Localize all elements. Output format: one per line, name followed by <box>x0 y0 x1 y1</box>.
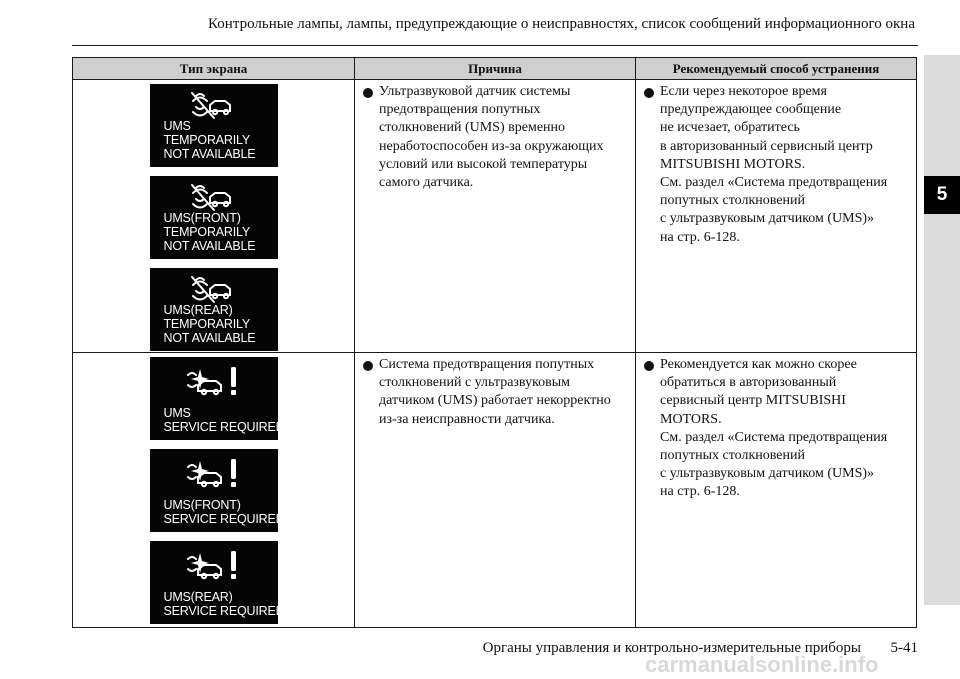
remedy-item <box>636 80 916 247</box>
cause-item <box>355 353 635 429</box>
table-row <box>73 80 917 353</box>
screen-message: UMS SERVICE REQUIRED <box>163 406 285 434</box>
ums-off-car-icon <box>188 274 236 304</box>
table-row <box>73 353 917 628</box>
bullet-icon <box>644 361 654 371</box>
remedy-cell <box>636 80 917 353</box>
cause-text: Система предотвращения попутных столкновений с ультразвуковым датчиком (UMS) работает некорректно из-за неисправности датчика. <box>379 357 611 427</box>
remedy-cell <box>636 353 917 628</box>
remedy-text: Рекомендуется как можно скорее обратиться в авторизованный сервисный центр MITSUBISHI MOTORS. См. раздел «Система предотвращения попутных столкновений с ультразвуковым датчиком (UMS)» на стр. 6-128. <box>660 357 888 500</box>
display-screen-ums-rear-service <box>150 541 285 624</box>
screen-message: UMS(REAR) SERVICE REQUIRED <box>163 590 285 618</box>
cause-item <box>355 80 635 192</box>
bullet-icon <box>363 88 373 98</box>
bullet-icon <box>644 88 654 98</box>
cause-cell <box>355 353 636 628</box>
page-header-title: Контрольные лампы, лампы, предупреждающие о неисправностях, список сообщений информационного окна <box>208 16 915 32</box>
screens-cell <box>73 353 355 628</box>
screens-cell <box>73 80 355 353</box>
screen-message: UMS(FRONT) TEMPORARILY NOT AVAILABLE <box>163 211 256 253</box>
ums-off-car-icon <box>188 182 236 212</box>
warning-messages-table <box>72 57 917 628</box>
footer-section-title: Органы управления и контрольно-измерительные приборы <box>482 640 861 656</box>
remedy-item <box>636 353 916 502</box>
display-screen-ums-front-service <box>150 449 285 532</box>
ums-fault-car-icon <box>182 457 244 489</box>
bullet-icon <box>363 361 373 371</box>
screen-message: UMS TEMPORARILY NOT AVAILABLE <box>163 119 256 161</box>
screen-message: UMS(REAR) TEMPORARILY NOT AVAILABLE <box>163 303 256 345</box>
table-header-row <box>73 58 917 80</box>
watermark-text: carmanualsonline.info <box>645 652 879 677</box>
remedy-text: Если через некоторое время предупреждающее сообщение не исчезает, обратитесь в авторизованный сервисный центр MITSUBISHI MOTORS. См. раздел «Система предотвращения попутных столкновений с ультразвуковым датчиком (UMS)» на стр. 6-128. <box>660 84 888 245</box>
display-screen-ums-rear-unavailable <box>150 268 278 351</box>
screen-message: UMS(FRONT) SERVICE REQUIRED <box>163 498 285 526</box>
header-divider <box>72 45 918 46</box>
display-screen-ums-unavailable <box>150 84 278 167</box>
ums-fault-car-icon <box>182 365 244 397</box>
ums-off-car-icon <box>188 90 236 120</box>
cause-cell <box>355 80 636 353</box>
chapter-number-badge: 5 <box>924 176 960 214</box>
display-screen-ums-front-unavailable <box>150 176 278 259</box>
ums-fault-car-icon <box>182 549 244 581</box>
cause-text: Ультразвуковой датчик системы предотвращения попутных столкновений (UMS) временно неработоспособен из-за окружающих условий или высокой температуры самого датчика. <box>379 84 604 191</box>
page-number: 5-41 <box>890 640 918 656</box>
column-header-screen-type: Тип экрана <box>73 58 355 80</box>
display-screen-ums-service <box>150 357 285 440</box>
column-header-cause: Причина <box>355 58 636 80</box>
column-header-remedy: Рекомендуемый способ устранения <box>636 58 917 80</box>
chapter-side-tab <box>924 55 960 605</box>
